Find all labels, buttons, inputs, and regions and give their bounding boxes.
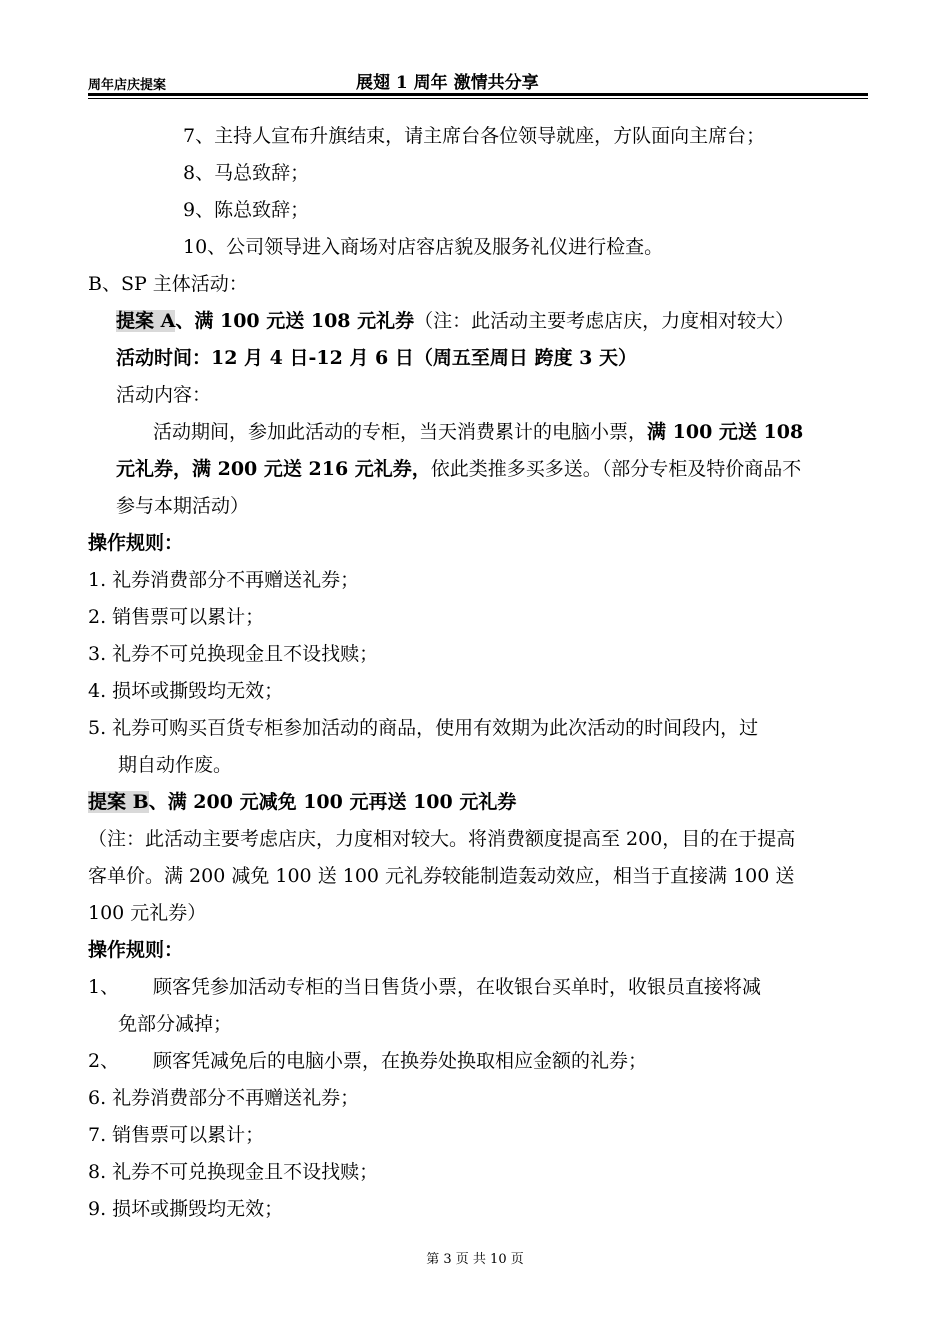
list-item: 9. 损坏或撕毁均无效； — [88, 1198, 284, 1220]
list-item: 2. 销售票可以累计； — [88, 606, 265, 628]
body-text: 依此类推多买多送。（部分专柜及特价商品不 — [430, 458, 802, 480]
header-rule-thin — [88, 98, 868, 99]
proposal-a-rules-label: 操作规则： — [88, 532, 184, 554]
page-number: 第 3 页 共 10 页 — [426, 1252, 524, 1267]
page-header — [88, 68, 868, 94]
proposal-a-body-line-2 — [88, 451, 868, 488]
proposal-b-note-line: 客单价。满 200 减免 100 送 100 元礼券较能制造轰动效应，相当于直接满 100 送 — [88, 865, 795, 887]
proposal-a-body-line-3: 参与本期活动） — [116, 495, 250, 517]
section-b-heading: B、SP 主体活动： — [88, 273, 248, 295]
list-item: 5. 礼券可购买百货专柜参加活动的商品，使用有效期为此次活动的时间段内，过 — [88, 717, 759, 739]
header-slogan: 展翅 1 周年 激情共分享 — [356, 73, 539, 93]
proposal-b-title: 、满 200 元减免 100 元再送 100 元礼券 — [148, 791, 517, 813]
list-item: 4. 损坏或撕毁均无效； — [88, 680, 284, 702]
list-item: 6. 礼券消费部分不再赠送礼券； — [88, 1087, 360, 1109]
proposal-b-heading — [88, 784, 868, 821]
list-number: 1、 — [88, 976, 120, 998]
proposal-a-time: 活动时间：12 月 4 日-12 月 6 日（周五至周日 跨度 3 天） — [116, 347, 637, 369]
proposal-b-rules-label: 操作规则： — [88, 939, 184, 961]
body-emphasis: 满 100 元送 108 — [647, 421, 804, 443]
list-text: 顾客凭参加活动专柜的当日售货小票，在收银台买单时，收银员直接将减 — [153, 976, 762, 998]
proposal-b-note-line: 100 元礼券） — [88, 902, 207, 924]
header-rule-thick — [88, 93, 868, 96]
body-emphasis: 元礼券，满 200 元送 216 元礼券， — [116, 458, 431, 480]
list-item: 7. 销售票可以累计； — [88, 1124, 265, 1146]
document-body — [88, 118, 868, 1228]
step-10: 10、公司领导进入商场对店容店貌及服务礼仪进行检查。 — [183, 236, 664, 258]
proposal-a-body-line-1 — [88, 414, 868, 451]
header-doc-title: 周年店庆提案 — [88, 78, 167, 93]
proposal-a-prefix: 提案 A — [116, 310, 176, 332]
list-item: 1. 礼券消费部分不再赠送礼券； — [88, 569, 360, 591]
list-item: 8. 礼券不可兑换现金且不设找赎； — [88, 1161, 379, 1183]
list-item — [88, 1043, 868, 1080]
list-item: 3. 礼券不可兑换现金且不设找赎； — [88, 643, 379, 665]
step-9: 9、陈总致辞； — [183, 199, 310, 221]
list-text: 顾客凭减免后的电脑小票，在换券处换取相应金额的礼券； — [153, 1050, 648, 1072]
list-item — [88, 969, 868, 1006]
list-number: 2、 — [88, 1050, 120, 1072]
proposal-a-content-label: 活动内容： — [116, 384, 212, 406]
list-item-continuation: 免部分减掉； — [118, 1013, 233, 1035]
proposal-a-heading — [88, 303, 868, 340]
proposal-a-title: 、满 100 元送 108 元礼券 — [175, 310, 415, 332]
list-item-continuation: 期自动作废。 — [118, 754, 233, 776]
body-text: 活动期间，参加此活动的专柜，当天消费累计的电脑小票， — [153, 421, 648, 443]
proposal-b-note-line: （注：此活动主要考虑店庆，力度相对较大。将消费额度提高至 200，目的在于提高 — [88, 828, 796, 850]
step-7: 7、主持人宣布升旗结束，请主席台各位领导就座，方队面向主席台； — [183, 125, 766, 147]
step-8: 8、马总致辞； — [183, 162, 310, 184]
proposal-b-prefix: 提案 B — [88, 791, 149, 813]
proposal-a-note: （注：此活动主要考虑店庆，力度相对较大） — [414, 310, 795, 332]
